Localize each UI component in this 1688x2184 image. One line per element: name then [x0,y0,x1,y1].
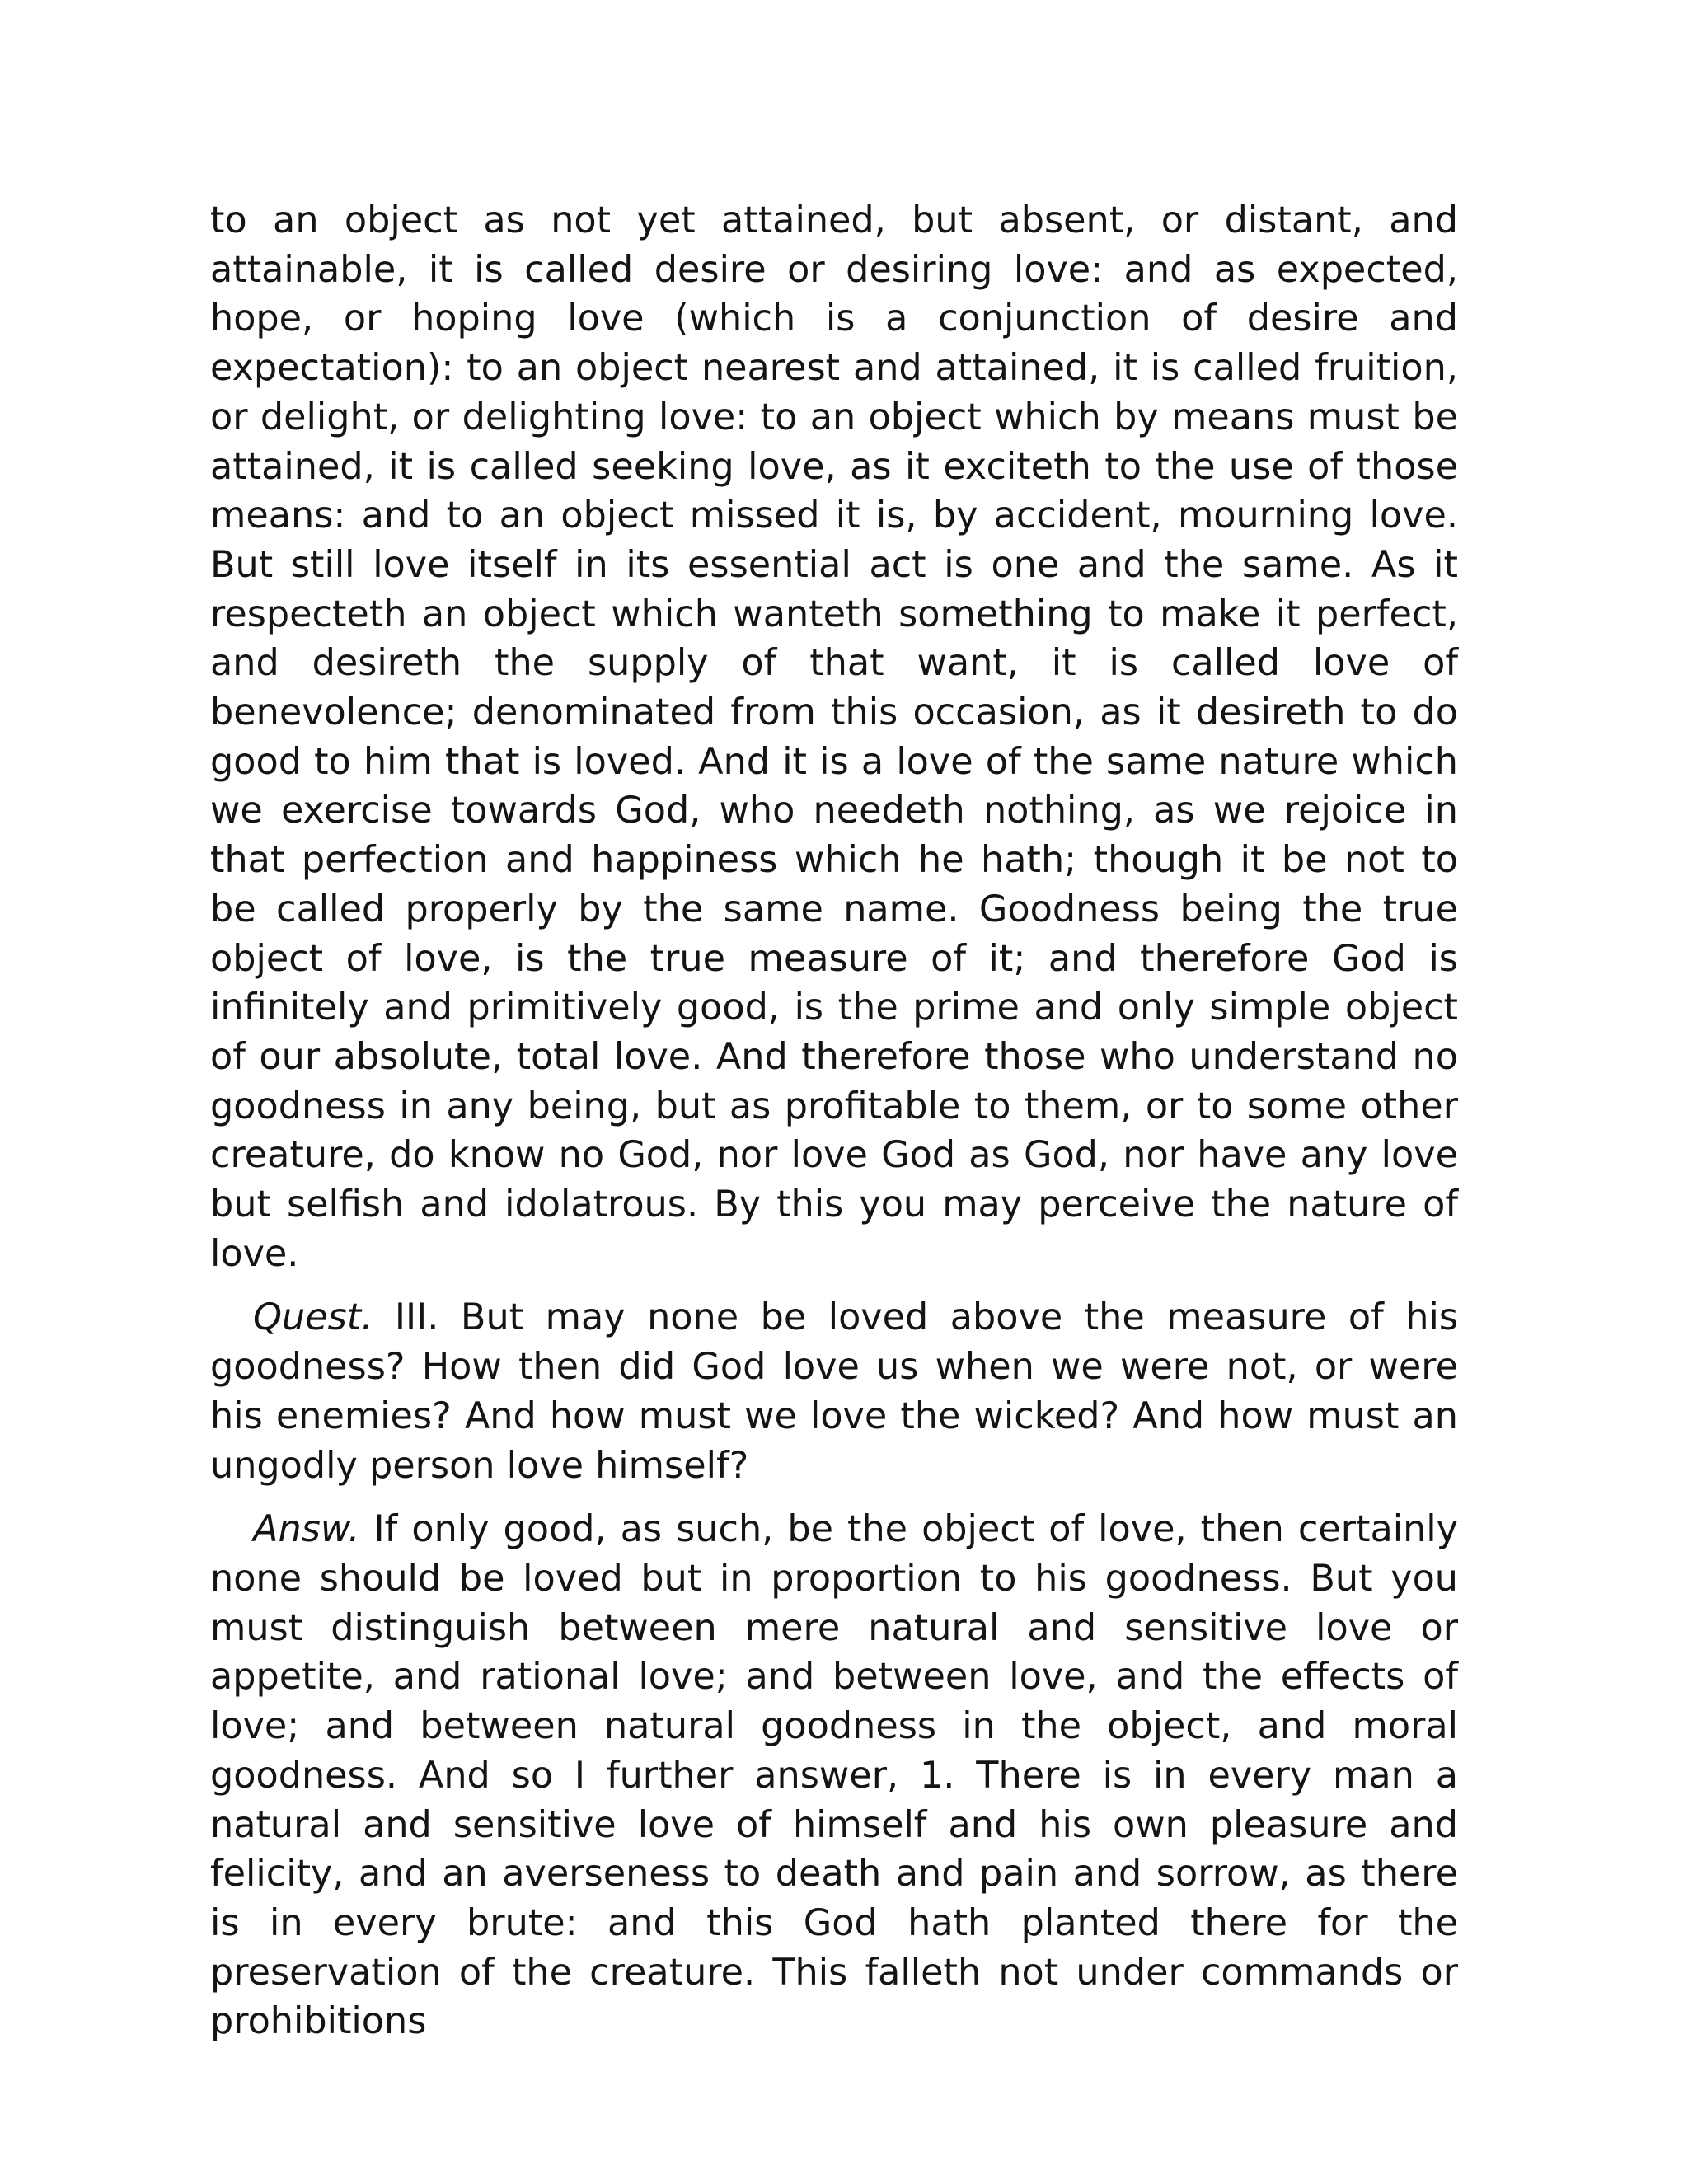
paragraph-2-lead: Quest. [253,1296,373,1339]
paragraph-2 [210,1293,1458,1490]
paragraph-1-text: to an object as not yet attained, but absent, or distant, and attainable, it is called desire or desiring love: and as expected, hope, or hoping love (which is a conjunction of desire and expectation): to an object nearest and attained, it is called fruition, or delight, or delighting love: to an object which by means must be attained, it is called seeking love, as it exciteth to the use of those means: and to an object missed it is, by accident, mourning love. But still love itself in its essential act is one and the same. As it respecteth an object which wanteth something to make it perfect, and desireth the supply of that want, it is called love of benevolence; denominated from this occasion, as it desireth to do good to him that is loved. And it is a love of the same nature which we exercise towards God, who needeth nothing, as we rejoice in that perfection and happiness which he hath; though it be not to be called properly by the same name. Goodness being the true object of love, is the true measure of it; and therefore God is infinitely and primitively good, is the prime and only simple object of our absolute, total love. And therefore those who understand no goodness in any being, but as profitable to them, or to some other creature, do know no God, nor love God as God, nor have any love but selfish and idolatrous. By this you may perceive the nature of love. [210,199,1458,1275]
page-body [210,196,1458,2046]
paragraph-1 [210,196,1458,1278]
paragraph-3-lead: Answ. [253,1508,360,1551]
paragraph-3 [210,1505,1458,2046]
paragraph-2-text: III. But may none be loved above the measure of his goodness? How then did God love us when we were not, or were his enemies? And how must we love the wicked? And how must an ungodly person love himself? [210,1296,1458,1487]
paragraph-3-text: If only good, as such, be the object of love, then certainly none should be loved but in proportion to his goodness. But you must distinguish between mere natural and sensitive love or appetite, and rational love; and between love, and the effects of love; and between natural goodness in the object, and moral goodness. And so I further answer, 1. There is in every man a natural and sensitive love of himself and his own pleasure and felicity, and an averseness to death and pain and sorrow, as there is in every brute: and this God hath planted there for the preservation of the creature. This falleth not under commands or prohibitions [210,1508,1458,2043]
